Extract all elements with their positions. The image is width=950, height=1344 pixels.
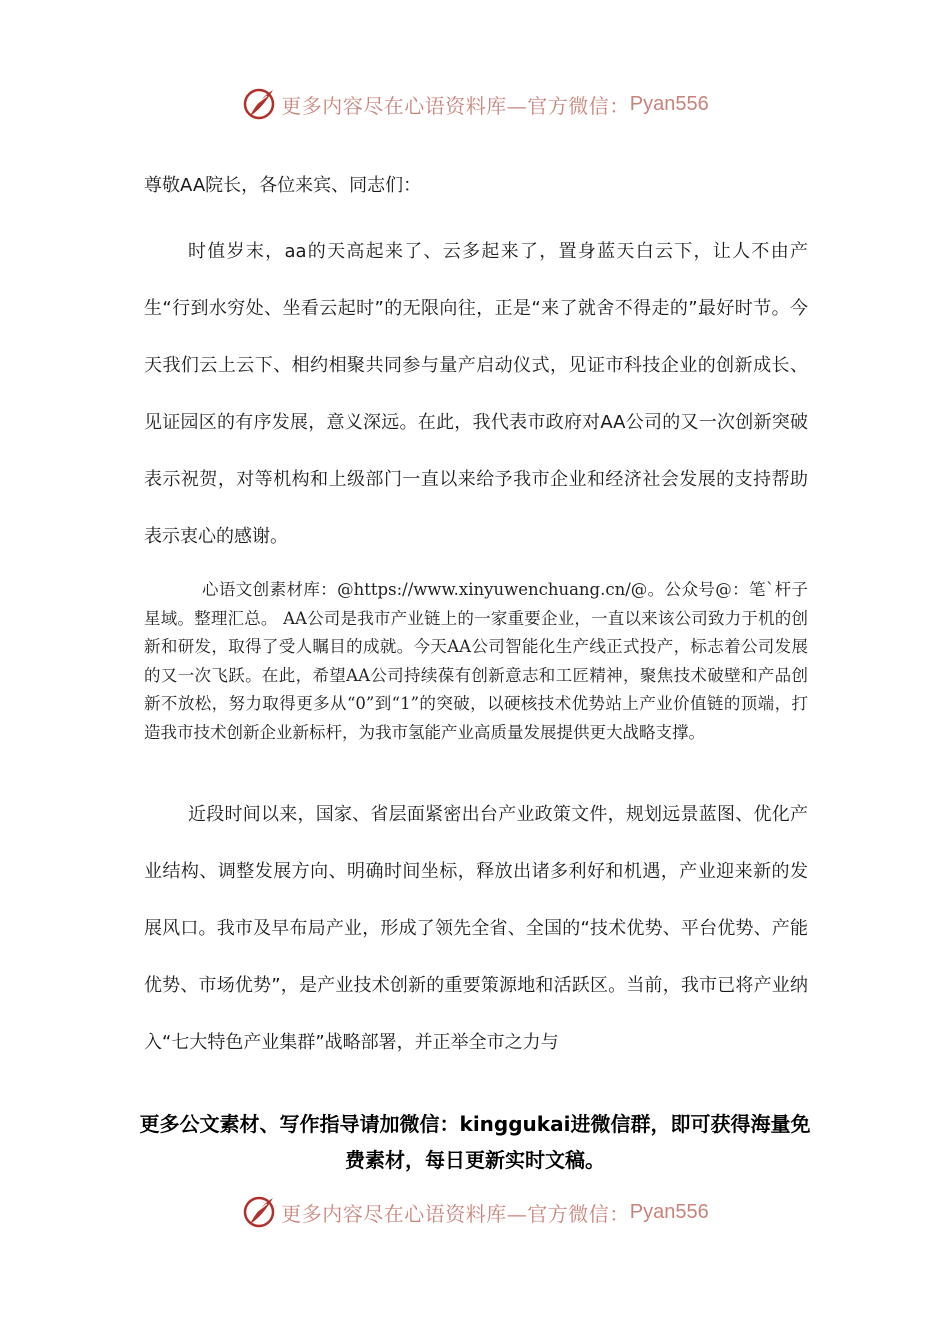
banner-text: 更多内容尽在心语资料库—官方微信：: [281, 1201, 630, 1226]
banner-text: 更多内容尽在心语资料库—官方微信：: [281, 93, 630, 118]
footer-banner: [0, 1192, 950, 1232]
quill-logo-icon: [241, 86, 277, 122]
paragraph-1: 时值岁末，aa的天高起来了、云多起来了，置身蓝天白云下，让人不由产生“行到水穷处、坐看云起时”的无限向往，正是“来了就舍不得走的”最好时节。今天我们云上云下、相约相聚共同参与量产启动仪式，见证市科技企业的创新成长、见证园区的有序发展，意义深远。在此，我代表市政府对AA公司的又一次创新突破表示祝贺，对等机构和上级部门一直以来给予我市企业和经济社会发展的支持帮助表示衷心的感谢。: [144, 241, 808, 547]
salutation: 尊敬AA院长，各位来宾、同志们：: [144, 175, 422, 196]
paragraph-3: 近段时间以来，国家、省层面紧密出台产业政策文件，规划远景蓝图、优化产业结构、调整发展方向、明确时间坐标，释放出诸多利好和机遇，产业迎来新的发展风口。我市及早布局产业，形成了领先全省、全国的“技术优势、平台优势、产能优势、市场优势”，是产业技术创新的重要策源地和活跃区。当前，我市已将产业纳入“七大特色产业集群”战略部署，并正举全市之力与: [144, 804, 808, 1053]
footer-note: 更多公文素材、写作指导请加微信：kinggukai进微信群，即可获得海量免费素材，每日更新实时文稿。: [139, 1112, 811, 1172]
header-banner: [0, 84, 950, 124]
paragraph-2: 心语文创素材库：@https://www.xinyuwenchuang.cn/@。公众号@：笔`杆子星域。整理汇总。 AA公司是我市产业链上的一家重要企业，一直以来该公司致力于机的创新和研发，取得了受人瞩目的成就。今天AA公司智能化生产线正式投产，标志着公司发展的又一次飞跃。在此，希望AA公司持续葆有创新意志和工匠精神，聚焦技术破壁和产品创新不放松，努力取得更多从“0”到“1”的突破，以硬核技术优势站上产业价值链的顶端，打造我市技术创新企业新标杆，为我市氢能产业高质量发展提供更大战略支撑。: [144, 580, 808, 742]
banner-wechat-id: Pyan556: [629, 1200, 709, 1223]
quill-logo-icon: [241, 1194, 277, 1230]
banner-wechat-id: Pyan556: [629, 92, 709, 115]
